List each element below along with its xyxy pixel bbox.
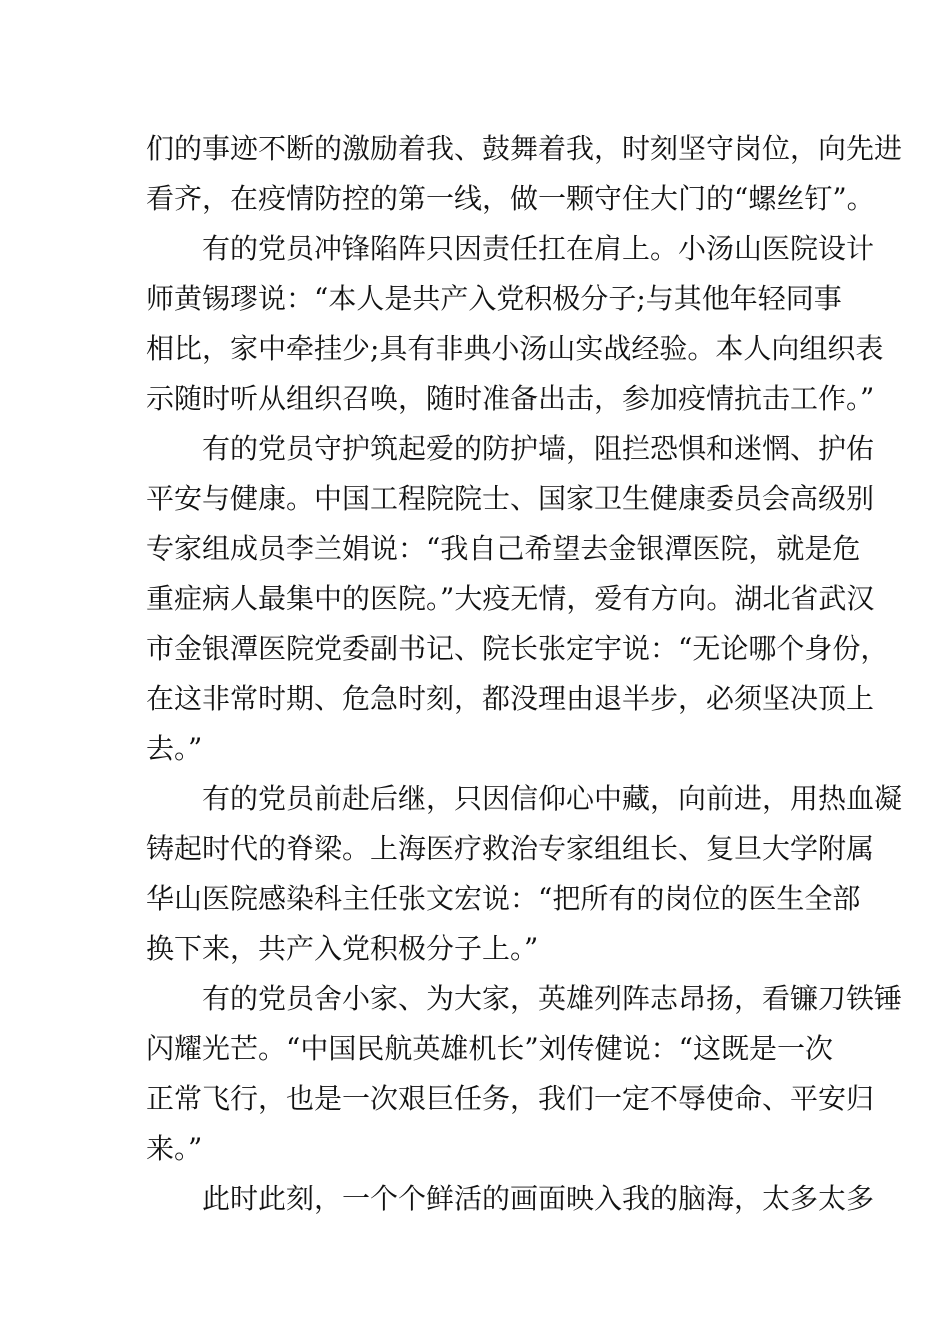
text-line: 此时此刻，一个个鲜活的画面映入我的脑海，太多太多: [202, 1182, 875, 1215]
text-line: 华山医院感染科主任张文宏说：“把所有的岗位的医生全部: [146, 882, 861, 915]
text-line: 去。”: [146, 732, 203, 765]
text-line: 看齐，在疫情防控的第一线，做一颗守住大门的“螺丝钉”。: [146, 182, 875, 215]
text-line: 有的党员前赴后继，只因信仰心中藏，向前进，用热血凝: [202, 782, 903, 815]
text-line: 示随时听从组织召唤，随时准备出击，参加疫情抗击工作。”: [146, 382, 875, 415]
text-line: 正常飞行，也是一次艰巨任务，我们一定不辱使命、平安归: [146, 1082, 875, 1115]
text-line: 重症病人最集中的医院。”大疫无情，爱有方向。湖北省武汉: [146, 582, 875, 615]
text-line: 相比，家中牵挂少;具有非典小汤山实战经验。本人向组织表: [146, 332, 884, 365]
text-line: 在这非常时期、危急时刻，都没理由退半步，必须坚决顶上: [146, 682, 875, 715]
text-line: 铸起时代的脊梁。上海医疗救治专家组组长、复旦大学附属: [146, 832, 875, 865]
text-line: 来。”: [146, 1132, 203, 1165]
text-line: 有的党员守护筑起爱的防护墙，阻拦恐惧和迷惘、护佑: [202, 432, 875, 465]
text-line: 闪耀光芒。“中国民航英雄机长”刘传健说：“这既是一次: [146, 1032, 833, 1065]
text-line: 换下来，共产入党积极分子上。”: [146, 932, 539, 965]
text-line: 有的党员舍小家、为大家，英雄列阵志昂扬，看镰刀铁锤: [202, 982, 903, 1015]
text-line: 师黄锡璆说：“本人是共产入党积极分子;与其他年轻同事: [146, 282, 842, 315]
text-line: 平安与健康。中国工程院院士、国家卫生健康委员会高级别: [146, 482, 875, 515]
text-line: 有的党员冲锋陷阵只因责任扛在肩上。小汤山医院设计: [202, 232, 875, 265]
text-line: 们的事迹不断的激励着我、鼓舞着我，时刻坚守岗位，向先进: [146, 132, 903, 165]
text-line: 专家组成员李兰娟说：“我自己希望去金银潭医院，就是危: [146, 532, 861, 565]
document-body: [146, 124, 903, 1224]
text-line: 市金银潭医院党委副书记、院长张定宇说：“无论哪个身份，: [146, 632, 889, 665]
